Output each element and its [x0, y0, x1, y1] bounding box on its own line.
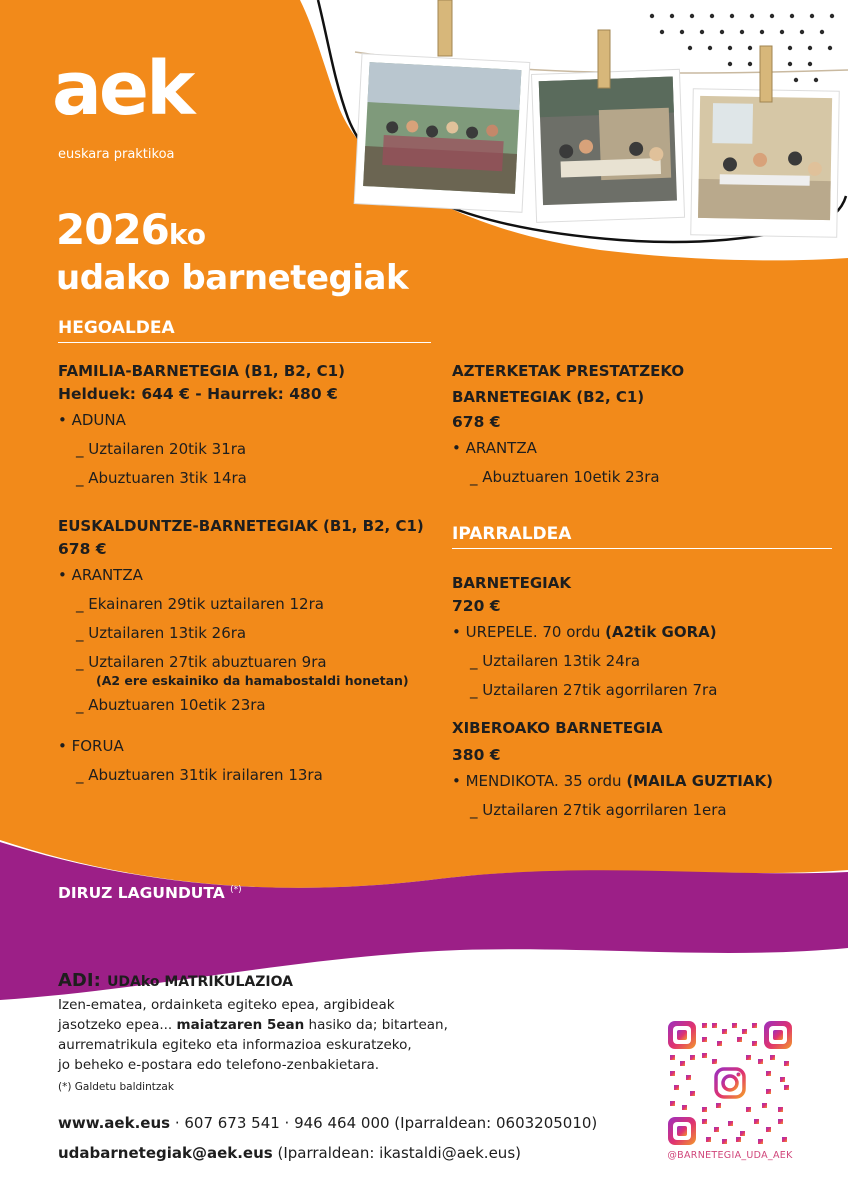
euskalduntze-date: _ Ekainaren 29tik uztailaren 12ra	[76, 595, 324, 613]
left-column	[58, 360, 438, 790]
azterketak-place: • ARANTZA	[452, 439, 537, 457]
page-title-year: 2026ko	[56, 205, 207, 254]
aek-logo: aek	[52, 46, 193, 132]
right-column	[452, 360, 832, 492]
euskalduntze-place-arantza: • ARANTZA	[58, 566, 143, 584]
iparraldea-heading: IPARRALDEA	[452, 524, 572, 544]
familia-price: Helduek: 644 € - Haurrek: 480 €	[58, 385, 338, 403]
iparraldea-rule	[452, 548, 832, 549]
enrollment-notice	[58, 968, 618, 1093]
familia-heading: FAMILIA-BARNETEGIA (B1, B2, C1)	[58, 362, 345, 380]
subsidized-label: DIRUZ LAGUNDUTA (*)	[58, 884, 242, 902]
logo-tagline: euskara praktikoa	[58, 147, 175, 162]
instagram-handle[interactable]: @BARNETEGIA_UDA_AEK	[667, 1150, 793, 1161]
hegoaldea-heading: HEGOALDEA	[58, 318, 175, 338]
euskalduntze-place-forua: • FORUA	[58, 737, 124, 755]
iparraldea-column	[452, 572, 842, 825]
email-link[interactable]: udabarnetegiak@aek.eus	[58, 1144, 273, 1162]
barnetegiak-heading: BARNETEGIAK	[452, 574, 571, 592]
azterketak-heading-1: AZTERKETAK PRESTATZEKO	[452, 362, 685, 380]
familia-date: _ Uztailaren 20tik 31ra	[76, 440, 247, 458]
azterketak-date: _ Abuztuaren 10etik 23ra	[470, 468, 660, 486]
familia-place: • ADUNA	[58, 411, 126, 429]
forua-date: _ Abuztuaren 31tik irailaren 13ra	[76, 766, 323, 784]
euskalduntze-date: _ Uztailaren 13tik 26ra	[76, 624, 247, 642]
barnetegiak-price: 720 €	[452, 597, 501, 615]
photo-group-classroom	[691, 89, 840, 238]
urepele-place: • UREPELE. 70 ordu (A2tik GORA)	[452, 623, 717, 641]
euskalduntze-price: 678 €	[58, 540, 107, 558]
conditions-footnote: (*) Galdetu baldintzak	[58, 1081, 174, 1093]
mendikota-place: • MENDIKOTA. 35 ordu (MAILA GUZTIAK)	[452, 772, 773, 790]
notice-title: ADI: UDAko MATRIKULAZIOA	[58, 970, 293, 991]
hegoaldea-rule	[58, 342, 431, 343]
photo-group-dinner	[531, 69, 684, 222]
euskalduntze-date: _ Uztailaren 27tik abuztuaren 9ra	[76, 653, 327, 671]
website-link[interactable]: www.aek.eus	[58, 1114, 171, 1132]
instagram-qr-code[interactable]	[666, 1019, 794, 1147]
photo-group-beach	[354, 54, 530, 213]
mendikota-date: _ Uztailaren 27tik agorrilaren 1era	[470, 801, 727, 819]
page-title: udako barnetegiak	[56, 258, 409, 298]
azterketak-heading-2: BARNETEGIAK (B2, C1)	[452, 388, 645, 406]
euskalduntze-heading: EUSKALDUNTZE-BARNETEGIAK (B1, B2, C1)	[58, 517, 424, 535]
xiberoa-price: 380 €	[452, 746, 501, 764]
urepele-date: _ Uztailaren 27tik agorrilaren 7ra	[470, 681, 718, 699]
contact-email: udabarnetegiak@aek.eus (Iparraldean: ikastaldi@aek.eus)	[58, 1144, 521, 1162]
familia-date: _ Abuztuaren 3tik 14ra	[76, 469, 247, 487]
urepele-date: _ Uztailaren 13tik 24ra	[470, 652, 641, 670]
a2-note: (A2 ere eskainiko da hamabostaldi honetan)	[96, 673, 409, 688]
contact-phones: www.aek.eus · 607 673 541 · 946 464 000 (Iparraldean: 0603205010)	[58, 1114, 598, 1132]
xiberoa-heading: XIBEROAKO BARNETEGIA	[452, 719, 663, 737]
euskalduntze-date: _ Abuztuaren 10etik 23ra	[76, 696, 266, 714]
notice-body: Izen-ematea, ordainketa egiteko epea, argibideak jasotzeko epea... maiatzaren 5ean hasiko da; bitartean, aurrematrikula egiteko eta informazioa eskuratzeko, jo beheko e-postara edo telefono-zenbakietara.	[58, 997, 448, 1073]
azterketak-price: 678 €	[452, 413, 501, 431]
